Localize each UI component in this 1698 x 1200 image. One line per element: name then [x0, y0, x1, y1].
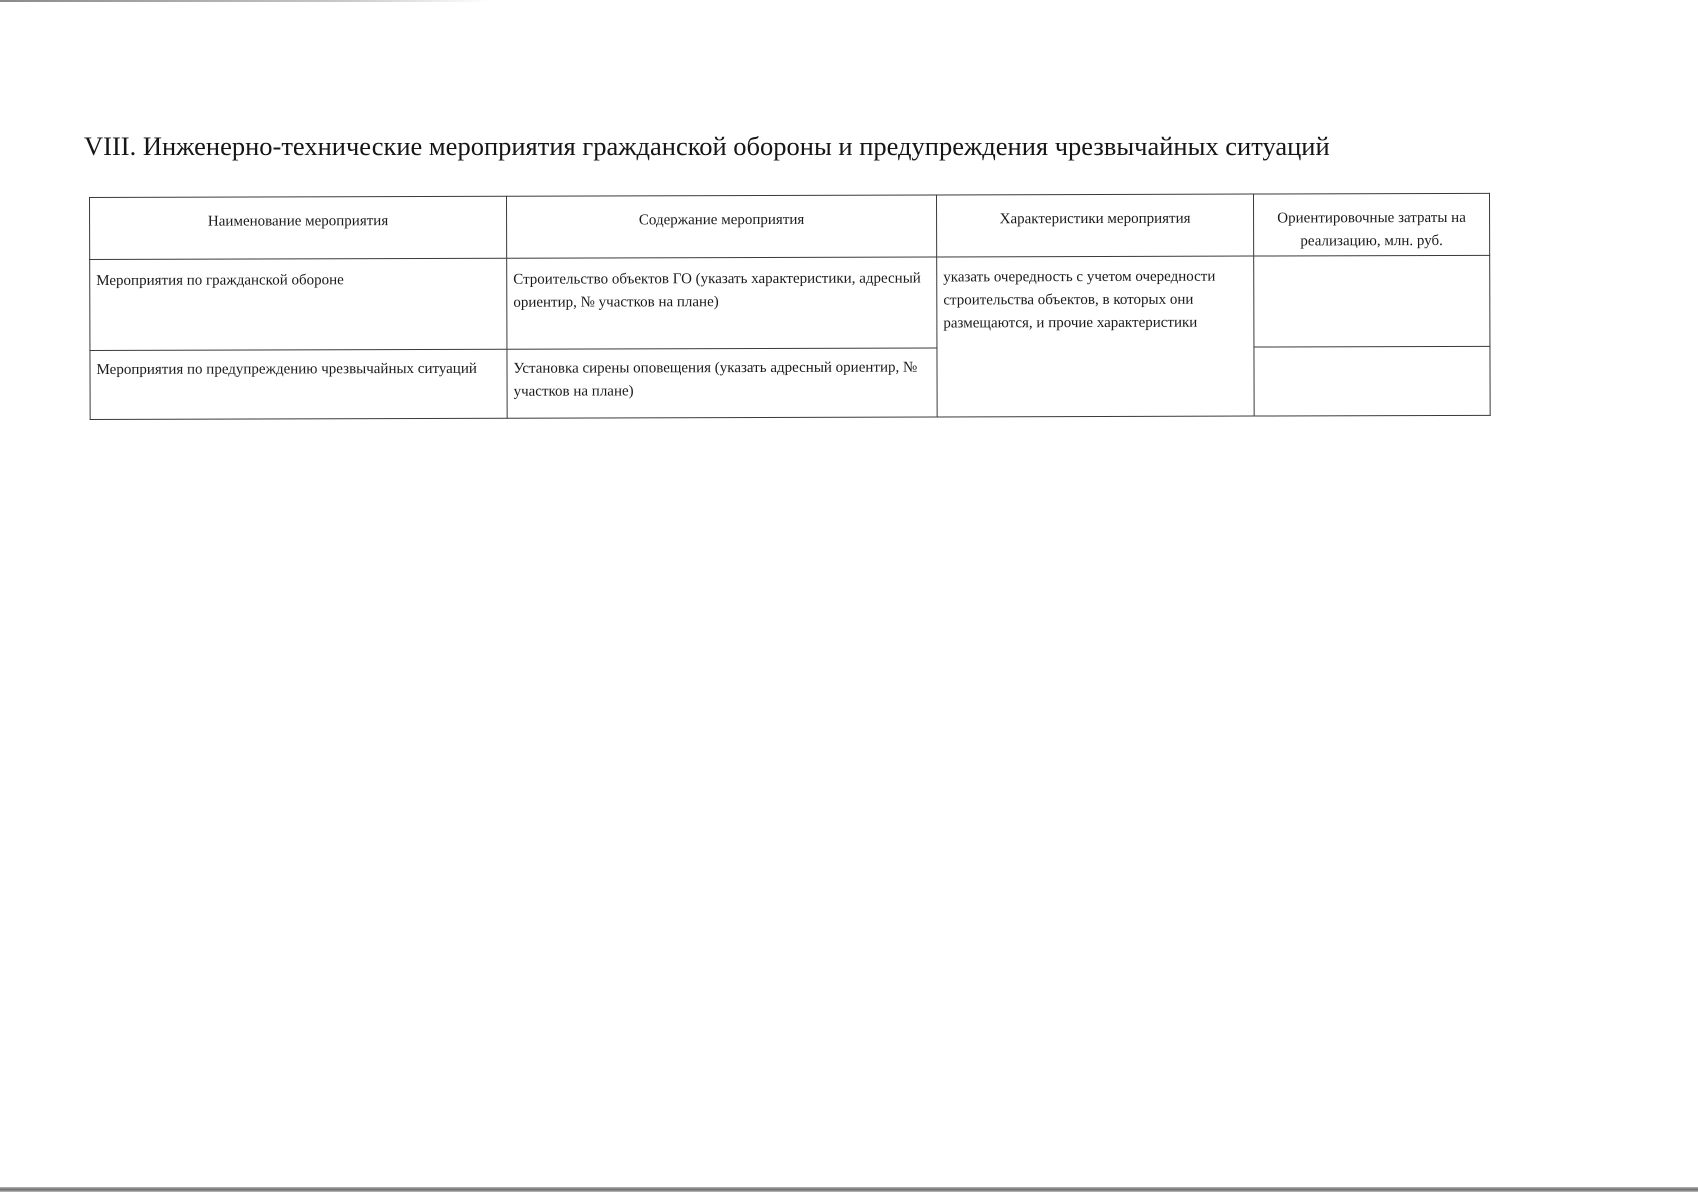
- header-row: [90, 193, 1490, 259]
- characteristics-text: указать очередность с учетом очередности строительства объектов, в которых они размещаются, и прочие характеристики: [943, 268, 1216, 332]
- header-characteristics-column: Характеристики мероприятия: [936, 194, 1253, 257]
- table-row: [90, 346, 1490, 419]
- emergency-prevention-name-cell: [90, 349, 507, 419]
- civil-defense-cost: [1260, 266, 1483, 267]
- header-name-column: Наименование мероприятия: [90, 196, 507, 259]
- emergency-prevention-cost: [1260, 355, 1483, 356]
- civil-defense-content: Строительство объектов ГО (указать характеристики, адресный ориентир, № участков на плане): [513, 270, 921, 311]
- table-body: [90, 255, 1490, 419]
- table-row: [90, 255, 1490, 350]
- section-title: VIII. Инженерно-технические мероприятия гражданской обороны и предупреждения чрезвычайных ситуаций: [84, 131, 1330, 161]
- table-header: [90, 193, 1490, 259]
- emergency-prevention-content: Установка сирены оповещения (указать адресный ориентир, № участков на плане): [513, 359, 918, 400]
- header-cost-column: Ориентировочные затраты на реализацию, млн. руб.: [1253, 193, 1489, 256]
- emergency-prevention-content-cell: [507, 348, 937, 418]
- emergency-prevention-name: Мероприятия по предупреждению чрезвычайных ситуаций: [96, 360, 477, 378]
- scan-bottom-edge: [0, 1187, 1698, 1192]
- measures-table: [89, 193, 1491, 420]
- header-content-column: Содержание мероприятия: [506, 195, 936, 258]
- emergency-prevention-cost-cell: [1254, 346, 1490, 416]
- scan-top-edge: [0, 0, 490, 2]
- characteristics-cell: [937, 256, 1254, 417]
- civil-defense-name: Мероприятия по гражданской обороне: [96, 272, 344, 289]
- civil-defense-name-cell: [90, 258, 507, 350]
- civil-defense-content-cell: [507, 257, 937, 349]
- civil-defense-cost-cell: [1254, 255, 1490, 347]
